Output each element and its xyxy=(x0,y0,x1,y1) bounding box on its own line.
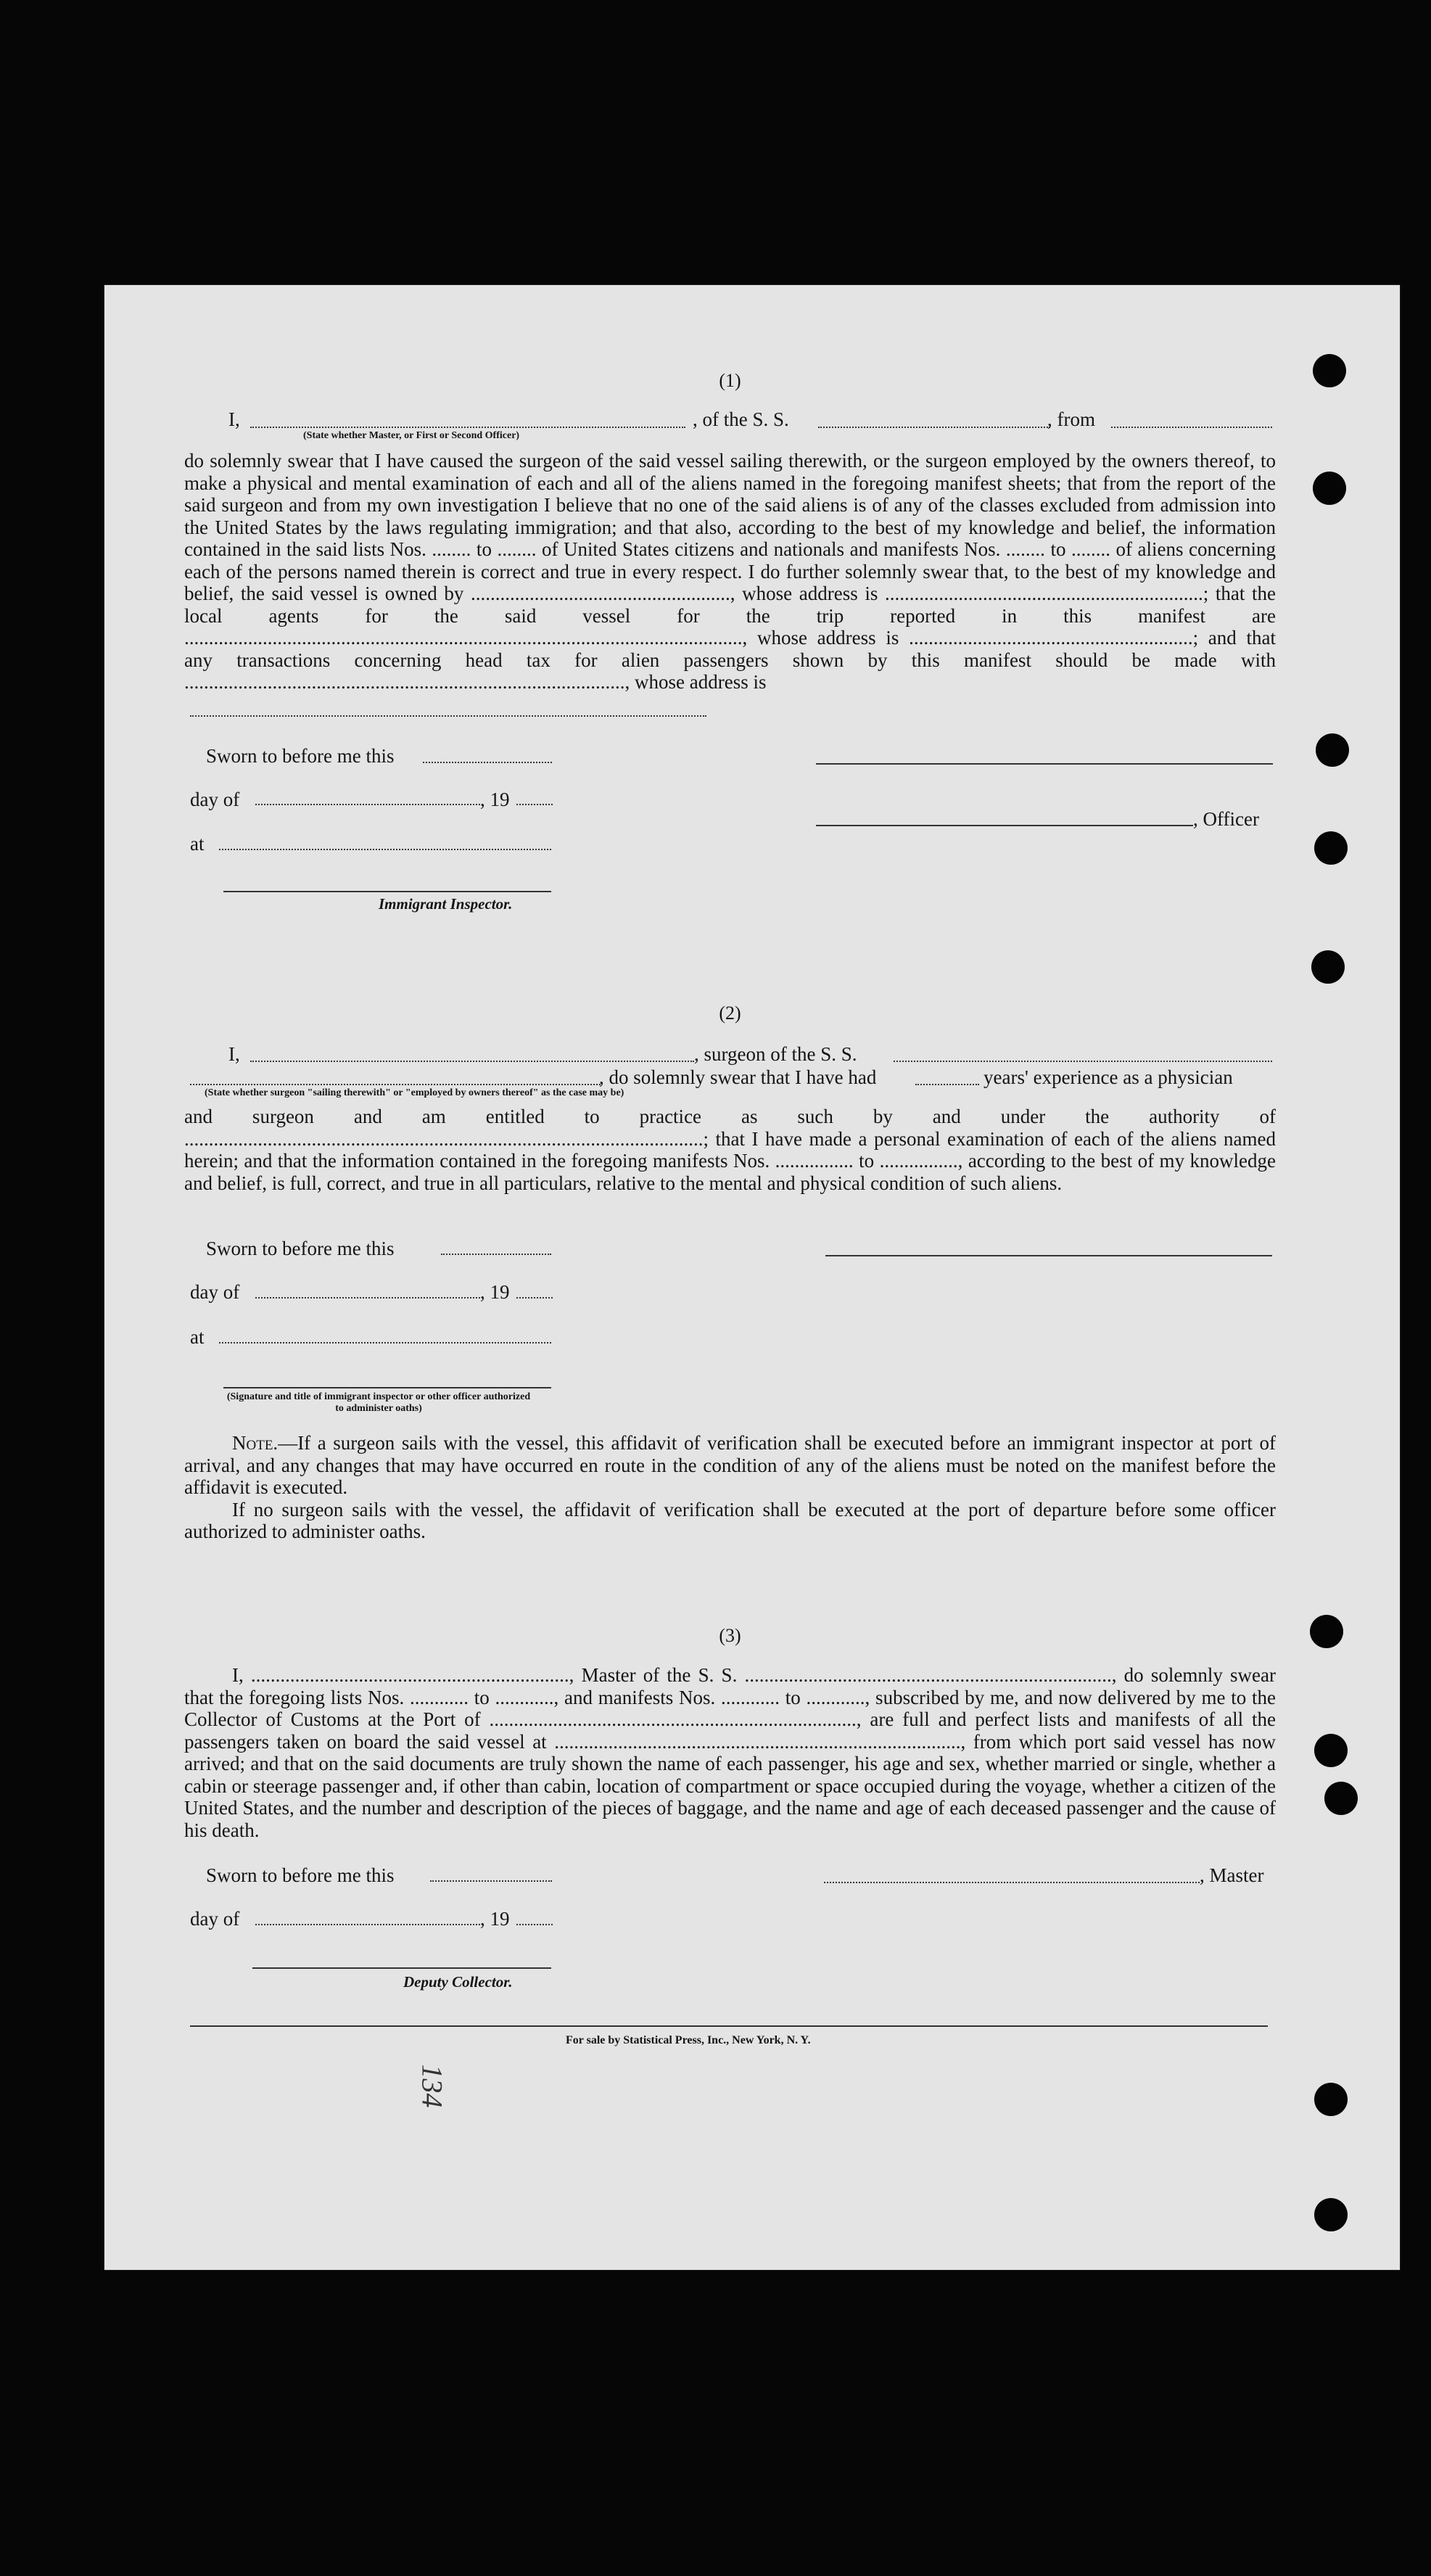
s1-from: , from xyxy=(1047,408,1095,430)
s2-year-line xyxy=(516,1297,553,1299)
note-paragraph-1 xyxy=(184,1432,1276,1499)
s1-sworn-line xyxy=(423,762,552,763)
s3-deputy-title: Deputy Collector. xyxy=(403,1973,513,1991)
s2-hint: (State whether surgeon "sailing therewith" or "employed by owners thereof" as the case may be) xyxy=(205,1087,624,1098)
s2-at-line xyxy=(219,1342,551,1343)
punch-hole xyxy=(1310,1615,1343,1648)
s2-name-line xyxy=(250,1061,694,1062)
s2-ship-line xyxy=(894,1061,1272,1062)
s3-sworn-line xyxy=(430,1880,552,1882)
s1-i-label: I, xyxy=(228,408,240,430)
s3-year: , 19 xyxy=(480,1908,510,1930)
footer-rule xyxy=(190,2025,1268,2027)
s2-year: , 19 xyxy=(480,1281,510,1303)
s3-deputy-line xyxy=(252,1967,551,1969)
s2-sig-hint: (Signature and title of immigrant inspector or other officer authorized to administer oaths) xyxy=(226,1391,531,1414)
s3-master: , Master xyxy=(1200,1864,1264,1886)
handwritten-number: 134 xyxy=(416,2064,449,2108)
s2-sworn: Sworn to before me this xyxy=(206,1238,395,1259)
s1-of-ss: , of the S. S. xyxy=(693,408,789,430)
s3-oath-text: I, ................................................................., Master of the S. S. ..........................................................................., do solemnly swear that the foregoing lists Nos. ............ to ............, and manifests Nos. ............ to ............, subscribed by me, and now delivered by me to the Collector of Customs at the Port of ..........................................................................., are full and perfect lists and manifests of all the passengers taken on board the said vessel at ..................................................................................., from which port said vessel has now arrived; and that on the said documents are truly shown the name of each passenger, his age and sex, whether married or single, whether a cabin or steerage passenger and, if other than cabin, location of compartment or space occupied during the voyage, whether a citizen of the United States, and the number and description of the pieces of baggage, and the name and age of each deceased passenger and the cause of his death. xyxy=(184,1664,1276,1841)
s1-sig-line xyxy=(816,763,1273,765)
s2-experience: years' experience as a physician xyxy=(983,1066,1233,1088)
s1-from-line xyxy=(1111,427,1272,428)
s2-day-of: day of xyxy=(190,1281,240,1303)
s3-day-line xyxy=(255,1924,480,1925)
s2-line2-blank xyxy=(190,1084,601,1085)
s2-swear: , do solemnly swear that I have had xyxy=(599,1066,877,1088)
section-2-number: (2) xyxy=(719,1003,741,1024)
s2-oath-text: and surgeon and am entitled to practice as such by and under the authority of ..........................................................................................................; that I have made a personal examination of each of the aliens named herein; and that the information contained in the foregoing manifests Nos. ................ to ................, according to the best of my knowledge and belief, is full, correct, and true in all particulars, relative to the mental and physical condition of such aliens. xyxy=(184,1106,1276,1194)
punch-hole xyxy=(1314,2198,1348,2231)
note-text-1: —If a surgeon sails with the vessel, this affidavit of verification shall be executed before an immigrant inspector at port of arrival, and any changes that may have occurred en route in the condition of any of the aliens must be noted on the manifest before the affidavit is executed. xyxy=(184,1432,1276,1498)
punch-hole xyxy=(1311,950,1345,984)
footer-printer: For sale by Statistical Press, Inc., New York, N. Y. xyxy=(566,2034,811,2046)
s1-officer-line xyxy=(816,825,1193,826)
s1-ship-line xyxy=(818,427,1050,428)
punch-hole xyxy=(1316,733,1349,767)
punch-hole xyxy=(1324,1782,1358,1815)
s2-sworn-line xyxy=(441,1254,551,1255)
s1-officer: , Officer xyxy=(1193,808,1259,830)
s1-oath-text: do solemnly swear that I have caused the surgeon of the said vessel sailing therewith, or the surgeon employed by the owners thereof, to make a physical and mental examination of each and all of the aliens named in the foregoing manifest sheets; that from the report of the said surgeon and from my own investigation I believe that no one of the said aliens is of any of the classes excluded from admission into the United States by the laws regulating immigration; and that also, according to the best of my knowledge and belief, the information contained in the said lists Nos. ........ to ........ of United States citizens and nationals and manifests Nos. ........ to ........ of aliens concerning each of the persons named therein is correct and true in every respect. I do further solemnly swear that, to the best of my knowledge and belief, the said vessel is owned by ....................................................., whose address is .................................................................; that the local agents for the said vessel for the trip reported in this manifest are .................................................................................................................., whose address is ..........................................................; and that any transactions concerning head tax for alien passengers shown by this manifest should be made with .........................................................................................., whose address is xyxy=(184,450,1276,693)
s1-at: at xyxy=(190,833,205,855)
s2-officer-line xyxy=(223,1387,551,1388)
s3-day-of: day of xyxy=(190,1908,240,1930)
punch-hole xyxy=(1314,2083,1348,2116)
punch-hole xyxy=(1314,831,1348,865)
s2-sig-line xyxy=(825,1255,1272,1256)
note-paragraph-2: If no surgeon sails with the vessel, the affidavit of verification shall be executed at the port of departure before some officer authorized to administer oaths. xyxy=(184,1498,1276,1542)
s2-day-line xyxy=(255,1297,480,1299)
s3-year-line xyxy=(516,1924,553,1925)
s2-years-line xyxy=(915,1084,979,1085)
punch-hole xyxy=(1313,354,1346,387)
s1-year: , 19 xyxy=(480,789,510,810)
s1-day-line xyxy=(255,804,480,805)
punch-hole xyxy=(1314,1734,1348,1767)
s1-hint: (State whether Master, or First or Second Officer) xyxy=(303,430,520,441)
section-1-number: (1) xyxy=(719,370,741,391)
s1-name-line xyxy=(250,427,685,428)
s1-day-of: day of xyxy=(190,789,240,810)
s1-inspector-title: Immigrant Inspector. xyxy=(379,895,513,913)
s3-sworn: Sworn to before me this xyxy=(206,1864,395,1886)
s2-i-label: I, xyxy=(228,1043,240,1065)
s1-inspector-line xyxy=(223,891,551,892)
punch-hole xyxy=(1313,472,1346,505)
s1-year-line xyxy=(516,804,553,805)
section-3-number: (3) xyxy=(719,1625,741,1646)
s1-sworn: Sworn to before me this xyxy=(206,745,395,767)
s1-at-line xyxy=(219,849,551,850)
s3-master-line xyxy=(824,1882,1200,1883)
note-head: Note. xyxy=(232,1432,279,1454)
s2-surgeon-of: , surgeon of the S. S. xyxy=(694,1043,857,1065)
s2-at: at xyxy=(190,1326,205,1348)
s1-address-line xyxy=(190,715,706,717)
